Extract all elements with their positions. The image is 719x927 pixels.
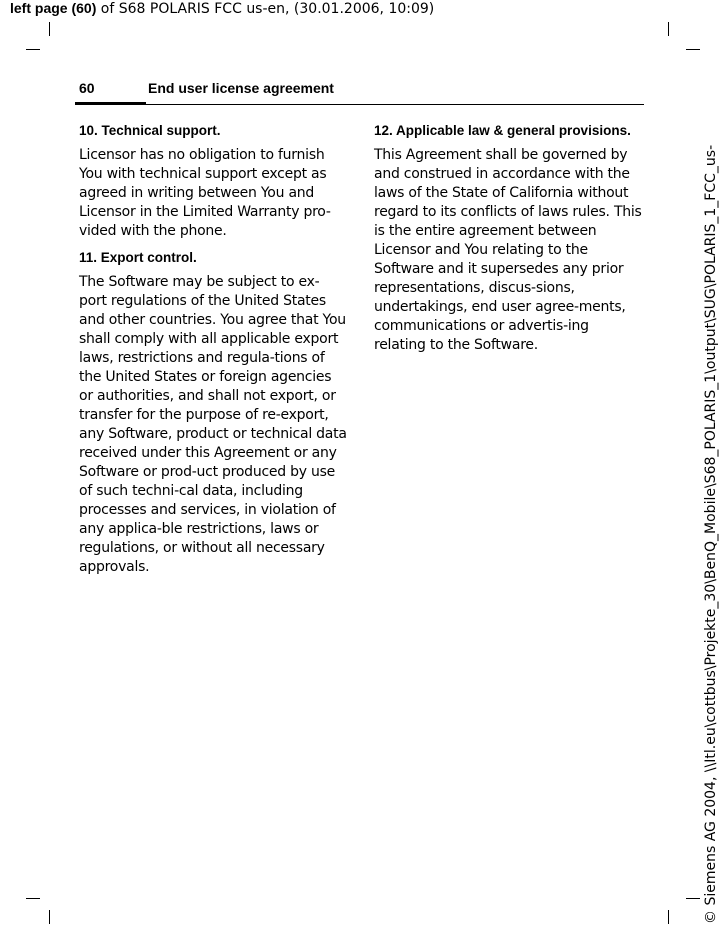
print-header-details: of S68 POLARIS FCC us-en, (30.01.2006, 10:09) xyxy=(96,1,435,17)
header-rule-accent xyxy=(75,102,146,105)
technical-support-heading: 10. Technical support. xyxy=(79,123,221,138)
crop-mark-bottom-left-horizontal xyxy=(26,898,40,899)
print-header-page-label: left page (60) xyxy=(10,0,97,16)
crop-mark-bottom-right-horizontal xyxy=(686,898,700,899)
page-number: 60 xyxy=(79,80,95,96)
section-title: End user license agreement xyxy=(148,80,334,96)
header-rule xyxy=(75,104,644,105)
export-control-text: The Software may be subject to ex-port regulations of the United States and other countries. You agree that You shall comply with all applicable export laws, restrictions and regula-tions of the United States or foreign agencies or authorities, and shall not export, or transfer for the purpose of re-export, any Software, product or technical data received under this Agreement or any Software or prod-uct produced by use of such techni-cal data, including processes and services, in violation of any applica-ble restrictions, laws or regulations, or without all necessary approvals. xyxy=(79,274,347,575)
crop-mark-top-right-vertical xyxy=(668,22,669,36)
export-control-heading: 11. Export control. xyxy=(79,250,197,265)
left-column xyxy=(79,120,347,585)
crop-mark-bottom-left-vertical xyxy=(49,910,50,924)
applicable-law-text: This Agreement shall be governed by and construed in accordance with the laws of the State of California without regard to its conflicts of laws rules. This is the entire agreement between Licensor and You relating to the Software and it supersedes any prior representations, discus-sions, undertakings, end user agree-ments, communications or advertis-ing relating to the Software. xyxy=(374,147,642,353)
crop-mark-top-left-horizontal xyxy=(26,49,40,50)
applicable-law-heading: 12. Applicable law & general provisions. xyxy=(374,123,631,138)
print-header xyxy=(10,0,710,18)
right-column xyxy=(374,120,642,363)
copyright-path-vertical: © Siemens AG 2004, \\Itl.eu\cottbus\Projekte_30\BenQ_Mobile\S68_POLARIS_1\output\SUG\POLARIS_1_FCC_us- xyxy=(703,144,719,924)
crop-mark-bottom-right-vertical xyxy=(668,910,669,924)
technical-support-text: Licensor has no obligation to furnish You with technical support except as agreed in writing between You and Licensor in the Limited Warranty pro-vided with the phone. xyxy=(79,147,331,239)
crop-mark-top-left-vertical xyxy=(49,22,50,36)
crop-mark-top-right-horizontal xyxy=(686,49,700,50)
